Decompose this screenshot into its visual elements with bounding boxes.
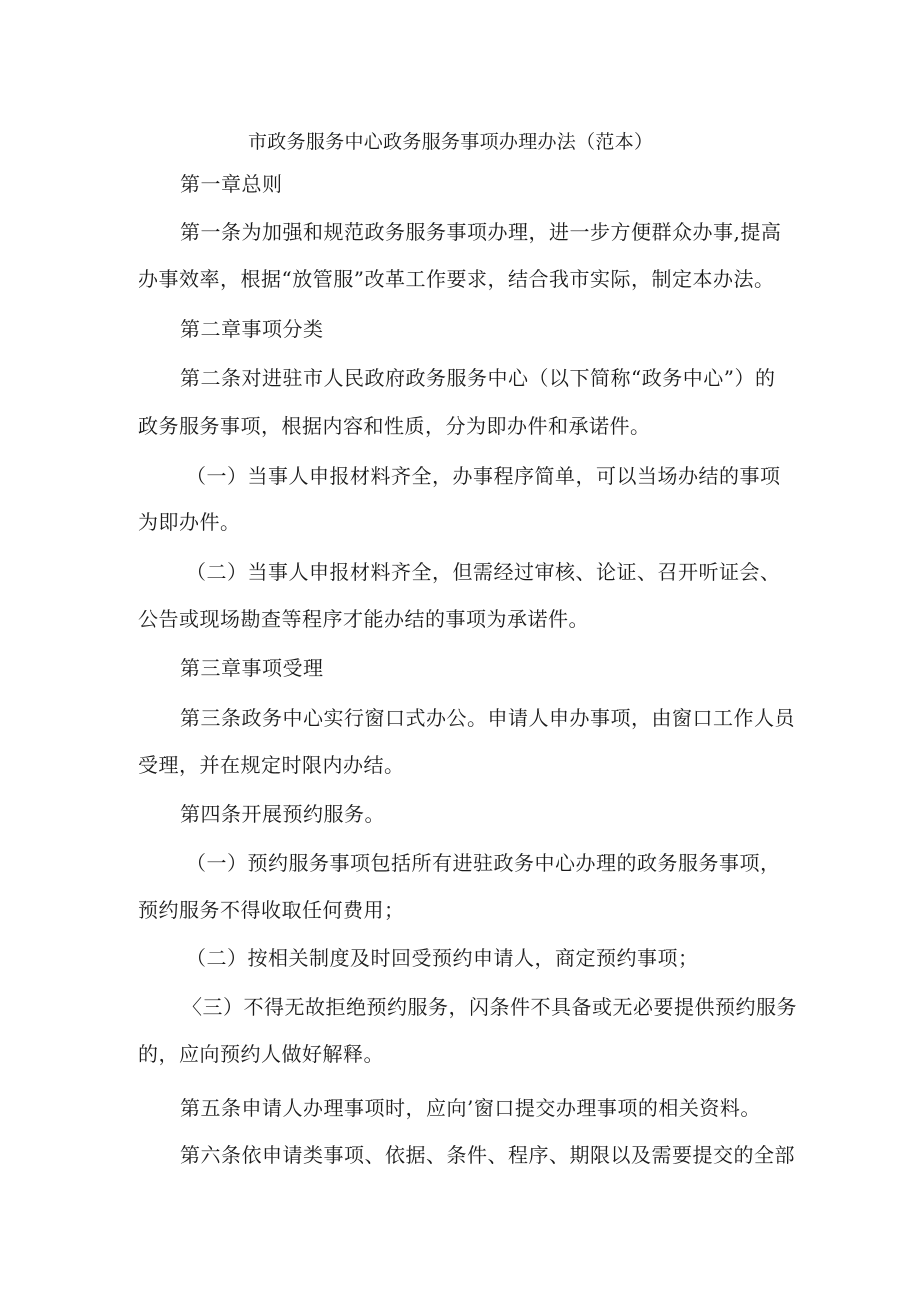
article-4-heading: 第四条开展预约服务。 [180,802,385,826]
article-2-item-1-line-2: 为即办件。 [138,510,241,534]
chapter-2-heading: 第二章事项分类 [180,317,324,341]
article-4-item-1-line-1: （一）预约服务事项包括所有进驻政务中心办理的政务服务事项， [186,851,781,875]
article-1-line-2: 办事效率，根据“放管服”改革工作要求，结合我市实际，制定本办法。 [138,267,775,291]
article-6-line-1: 第六条依申请类事项、依据、条件、程序、期限以及需要提交的全部 [180,1143,795,1167]
article-2-item-2-line-2: 公告或现场勘查等程序才能办结的事项为承诺件。 [138,607,589,631]
document-title: 市政务服务中心政务服务事项办理办法（范本） [248,131,654,153]
chapter-1-heading: 第一章总则 [180,172,283,196]
article-3-line-2: 受理，并在规定时限内办结。 [138,753,405,777]
article-4-item-1-line-2: 预约服务不得收取任何费用； [138,898,405,922]
article-1-line-1: 第一条为加强和规范政务服务事项办理，进一步方便群众办事,提高 [180,220,782,244]
article-2-item-2-line-1: （二）当事人申报材料齐全，但需经过审核、论证、召开听证会、 [186,560,781,584]
article-2-item-1-line-1: （一）当事人申报材料齐全，办事程序简单，可以当场办结的事项 [186,464,781,488]
article-3-line-1: 第三条政务中心实行窗口式办公。申请人申办事项，由窗口工作人员 [180,706,795,730]
article-4-item-3-line-2: 的，应向预约人做好解释。 [138,1042,384,1066]
chapter-3-heading: 第三章事项受理 [180,656,324,680]
article-2-line-1: 第二条对进驻市人民政府政务服务中心（以下简称“政务中心”）的 [180,366,776,390]
article-5-line-1: 第五条申请人办理事项时，应向’窗口提交办理事项的相关资料。 [180,1096,761,1120]
article-4-item-3-line-1: 〈三）不得无故拒绝预约服务，闪条件不具备或无必要提供预约服务 [182,995,797,1019]
article-4-item-2: （二）按相关制度及时回受预约申请人，商定预约事项； [186,946,699,970]
article-2-line-2: 政务服务事项，根据内容和性质，分为即办件和承诺件。 [138,414,651,438]
